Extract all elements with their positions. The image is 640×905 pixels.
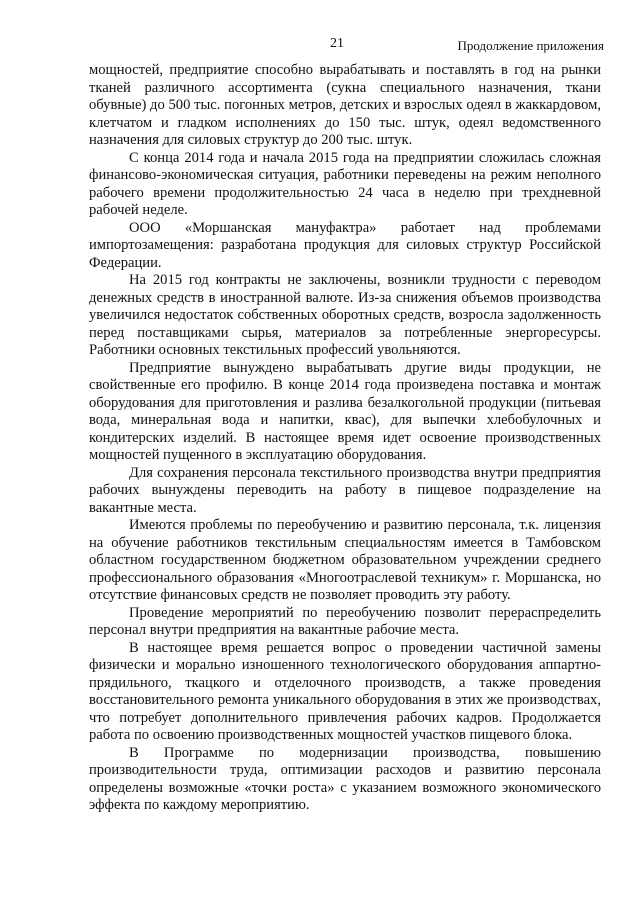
page-number: 21 — [330, 36, 344, 51]
paragraph-continued: мощностей, предприятие способно вырабатывать и поставлять в год на рынки тканей различного ассортимента (сукна специального назначения, ткани обувные) до 500 тыс. погонных метров, детских и взрослых одеял в жаккардовом, клетчатом и гладком исполнениях до 150 тыс. штук, одеял ведомственного назначения для силовых структур до 200 тыс. штук. — [89, 62, 601, 148]
paragraph: На 2015 год контракты не заключены, возникли трудности с переводом денежных средств в иностранной валюте. Из-за снижения объемов производства увеличился недостаток собственных оборотных средств, возросла задолженность перед поставщиками сырья, материалов за потребленные энергоресурсы. Работники основных текстильных профессий увольняются. — [89, 272, 601, 358]
paragraph: С конца 2014 года и начала 2015 года на предприятии сложилась сложная финансово-экономическая ситуация, работники переведены на режим неполного рабочего времени продолжительностью 24 часа в неделю при трехдневной рабочей неделе. — [89, 149, 601, 218]
paragraph: Предприятие вынуждено вырабатывать другие виды продукции, не свойственные его профилю. В конце 2014 года произведена поставка и монтаж оборудования для приготовления и разлива безалкогольной продукции (питьевая вода, минеральная вода и напитки, квас), для выпечки хлебобулочных и кондитерских изделий. В настоящее время идет освоение производственных мощностей пущенного в эксплуатацию оборудования. — [89, 359, 601, 463]
paragraph: Для сохранения персонала текстильного производства внутри предприятия рабочих вынуждены переводить на работу в пищевое подразделение на вакантные места. — [89, 464, 601, 516]
paragraph: Имеются проблемы по переобучению и развитию персонала, т.к. лицензия на обучение работников текстильным специальностям имеется в Тамбовском областном государственном бюджетном образовательном учреждении среднего профессионального образования «Многоотраслевой техникум» г. Моршанска, но отсутствие финансовых средств не позволяет проводить эту работу. — [89, 517, 601, 603]
paragraph: В настоящее время решается вопрос о проведении частичной замены физически и морально изношенного технологического оборудования аппартно-прядильного, ткацкого и отделочного производств, а также проведения восстановительного ремонта уникального оборудования в этих же производствах, что потребует дополнительного привлечения рабочих кадров. Продолжается работа по освоению производственных мощностей участков пищевого блока. — [89, 639, 601, 743]
paragraph: Проведение мероприятий по переобучению позволит перераспределить персонал внутри предприятия на вакантные рабочие места. — [89, 604, 601, 638]
paragraph: В Программе по модернизации производства, повышению производительности труда, оптимизации расходов и развитию персонала определены возможные «точки роста» с указанием возможного экономического эффекта по каждому мероприятию. — [89, 744, 601, 813]
header-note: Продолжение приложения — [457, 38, 604, 53]
document-body — [89, 62, 601, 815]
paragraph: ООО «Моршанская мануфактра» работает над проблемами импортозамещения: разработана продукция для силовых структур Российской Федерации. — [89, 219, 601, 271]
